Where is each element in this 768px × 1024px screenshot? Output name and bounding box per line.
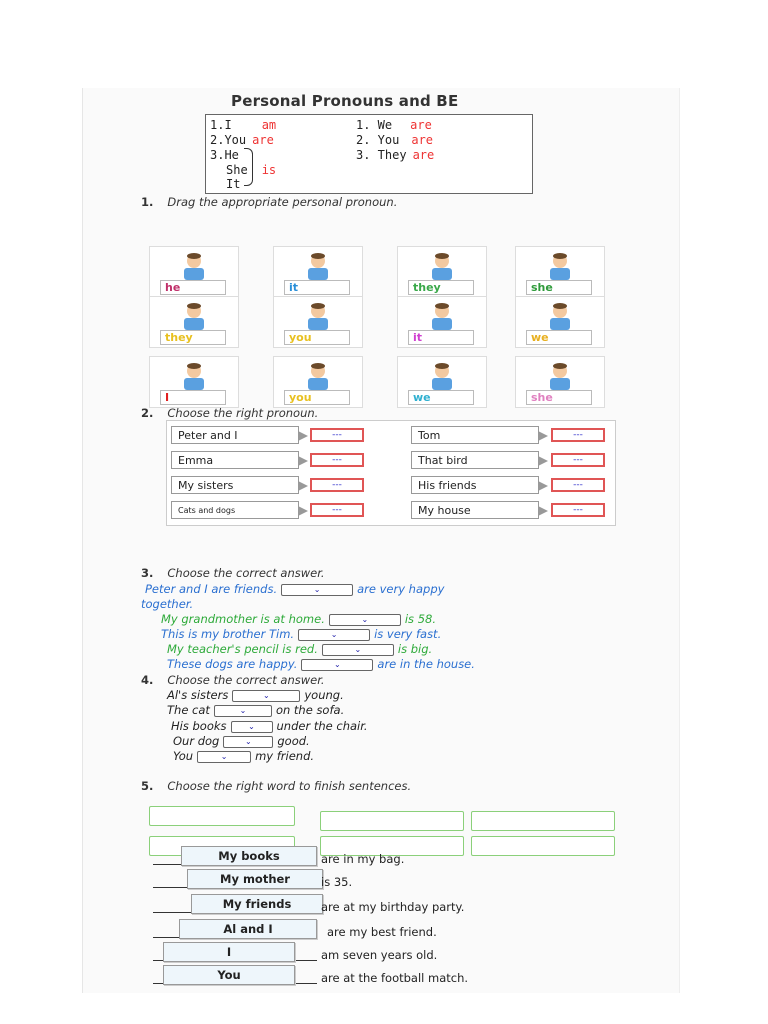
instruction: Drag the appropriate personal pronoun. [167,195,398,209]
verb: are [410,118,432,132]
sentence-text: is big. [397,642,433,656]
verb: is [261,163,277,177]
subject-label: My house [411,501,539,519]
sentence-text: together. [141,597,194,611]
section-number: 1. [141,195,154,209]
pronoun-cell [356,133,433,147]
kids-in-circle-icon [282,361,354,391]
sentence-line [167,688,344,702]
chevron-down-icon: ⌄ [334,659,341,669]
sentence-text: are in the house. [377,657,475,671]
answer-dropdown[interactable] [322,644,394,656]
draggable-word-tile[interactable]: I [163,942,295,962]
pronoun-dropdown[interactable]: --- [310,503,364,517]
section-5-heading [141,779,411,793]
pronoun-label: you [284,330,350,345]
answer-dropdown[interactable] [214,705,272,717]
picture-card[interactable] [397,356,487,408]
chevron-down-icon: ⌄ [330,629,338,639]
picture-card[interactable] [515,296,605,348]
instruction: Choose the right pronoun. [167,406,319,420]
answer-dropdown[interactable] [298,629,370,641]
pronoun: It [226,177,241,191]
boy-at-desk-icon [158,251,230,281]
chevron-down-icon: ⌄ [220,751,228,761]
picture-card[interactable] [149,296,239,348]
sentence-text: under the chair. [276,719,368,733]
picture-card[interactable] [273,246,363,298]
picture-card[interactable] [515,246,605,298]
sentence-line [171,719,368,733]
pronoun-label: she [526,390,592,405]
drop-box[interactable] [471,836,615,856]
draggable-word-tile[interactable]: My mother [187,869,323,889]
sentence-line [161,612,436,626]
picture-card[interactable] [149,356,239,408]
subject-label: Peter and I [171,426,299,444]
section-number: 4. [141,673,154,687]
pronoun-label: we [408,390,474,405]
sentence-ending: are in my bag. [321,852,405,866]
verb: are [412,148,435,162]
sentence-line [141,597,193,611]
verb: am [261,118,277,132]
answer-dropdown[interactable] [231,721,273,733]
picture-card[interactable] [273,356,363,408]
draggable-word-tile[interactable]: You [163,965,295,985]
section-number: 5. [141,779,154,793]
pronoun-cell [356,148,434,162]
pronoun-label: I [160,390,226,405]
sentence-text: on the sofa. [275,703,345,717]
picture-card[interactable] [515,356,605,408]
pronoun-cell [356,118,432,132]
children-on-globe-icon [406,251,478,281]
pair-in-circle-icon [406,361,478,391]
pronoun: 3. They [356,148,407,162]
pronoun-label: you [284,390,350,405]
answer-dropdown[interactable] [223,736,273,748]
pronoun-label: he [160,280,226,295]
sentence-text: These dogs are happy. [167,657,298,671]
sentence-text: You [173,749,194,763]
picture-card[interactable] [397,246,487,298]
section-2-heading [141,406,318,420]
section-3-heading [141,566,325,580]
worksheet [82,88,680,993]
subject-label: That bird [411,451,539,469]
pronoun: She [226,163,248,177]
window-icon [282,251,354,281]
pronoun-label: it [408,330,474,345]
sentence-text: young. [304,688,344,702]
sentence-ending: are my best friend. [327,925,437,939]
pronoun-dropdown[interactable]: --- [310,453,364,467]
group-of-kids-icon [524,301,596,331]
pronoun: 2.You [210,133,247,147]
picture-card[interactable] [273,296,363,348]
sentence-line [161,627,441,641]
pronoun: 2. You [356,133,400,147]
pronoun-table [205,114,533,194]
subject-label: Tom [411,426,539,444]
chevron-down-icon: ⌄ [313,584,321,594]
girl-at-desk-icon [524,251,596,281]
sentence-text: good. [277,734,310,748]
picture-card[interactable] [149,246,239,298]
pronoun: 1. We [356,118,393,132]
talking-kids-icon [282,301,354,331]
subject-label: His friends [411,476,539,494]
pronoun: 1.I [210,118,232,132]
sentence-text: are very happy [357,582,445,596]
subject-label: Emma [171,451,299,469]
pronoun-label: she [526,280,592,295]
sentence-text: My teacher's pencil is red. [167,642,318,656]
sentence-line [173,749,314,763]
pronoun: 3.He [210,148,239,162]
verb: are [411,133,434,147]
bird-icon [406,301,478,331]
chevron-down-icon: ⌄ [354,644,362,654]
draggable-word-tile[interactable]: My friends [191,894,323,914]
sentence-line [145,582,444,596]
pronoun-dropdown[interactable]: --- [551,428,605,442]
sentence-ending: are at my birthday party. [321,900,465,914]
pronoun-cell [210,148,239,162]
pronoun-label: they [408,280,474,295]
sentence-line [173,734,310,748]
sentence-text: The cat [167,703,210,717]
pronoun-dropdown[interactable]: --- [551,478,605,492]
pronoun-cell [226,177,240,191]
sentence-ending: are at the football match. [321,971,469,985]
pronoun-dropdown[interactable]: --- [310,478,364,492]
sentence-text: Al's sisters [167,688,229,702]
section-4-heading [141,673,325,687]
drop-box[interactable] [149,806,295,826]
pronoun-cell [210,133,274,147]
instruction: Choose the correct answer. [167,566,325,580]
draggable-word-tile[interactable]: My books [181,846,317,866]
sentence-text: is very fast. [374,627,442,641]
backpacks-icon [158,301,230,331]
sentence-text: This is my brother Tim. [161,627,295,641]
verb: are [252,133,274,147]
sentence-ending: is 35. [321,875,353,889]
chevron-down-icon: ⌄ [245,736,252,746]
pronoun-dropdown[interactable]: --- [551,453,605,467]
sentence-text: His books [171,719,227,733]
answer-dropdown[interactable] [301,659,373,671]
answer-dropdown[interactable] [197,751,251,763]
sentence-text: is 58. [404,612,436,626]
chevron-down-icon: ⌄ [239,705,247,715]
sentence-text: My grandmother is at home. [161,612,325,626]
chevron-down-icon: ⌄ [361,614,369,624]
sentence-ending: am seven years old. [321,948,438,962]
chevron-down-icon: ⌄ [248,721,255,731]
pronoun-cell [210,118,276,132]
answer-dropdown[interactable] [281,584,353,596]
sentence-line [167,657,475,671]
subject-label: My sisters [171,476,299,494]
sentence-line [167,703,344,717]
answer-dropdown[interactable] [329,614,401,626]
sentence-line [167,642,432,656]
subject-label: Cats and dogs [171,501,299,519]
pronoun-dropdown[interactable]: --- [310,428,364,442]
draggable-word-tile[interactable]: Al and I [179,919,317,939]
sentence-text: Our dog [173,734,220,748]
instruction: Choose the correct answer. [167,673,325,687]
pronoun-label: it [284,280,350,295]
instruction: Choose the right word to finish sentences. [167,779,412,793]
page-title: Personal Pronouns and BE [231,92,459,110]
drop-box[interactable] [471,811,615,831]
sentence-text: my friend. [255,749,315,763]
picture-card[interactable] [397,296,487,348]
pronoun-matching-grid [166,420,616,526]
pronoun-dropdown[interactable]: --- [551,503,605,517]
pronoun-label: we [526,330,592,345]
section-1-heading [141,195,397,209]
brace [244,148,253,186]
two-kids-icon [158,361,230,391]
girl-icon [524,361,596,391]
sentence-text: Peter and I are friends. [145,582,278,596]
section-number: 2. [141,406,154,420]
drop-box[interactable] [320,811,464,831]
section-number: 3. [141,566,154,580]
answer-dropdown[interactable] [232,690,300,702]
chevron-down-icon: ⌄ [263,690,270,700]
pronoun-label: they [160,330,226,345]
